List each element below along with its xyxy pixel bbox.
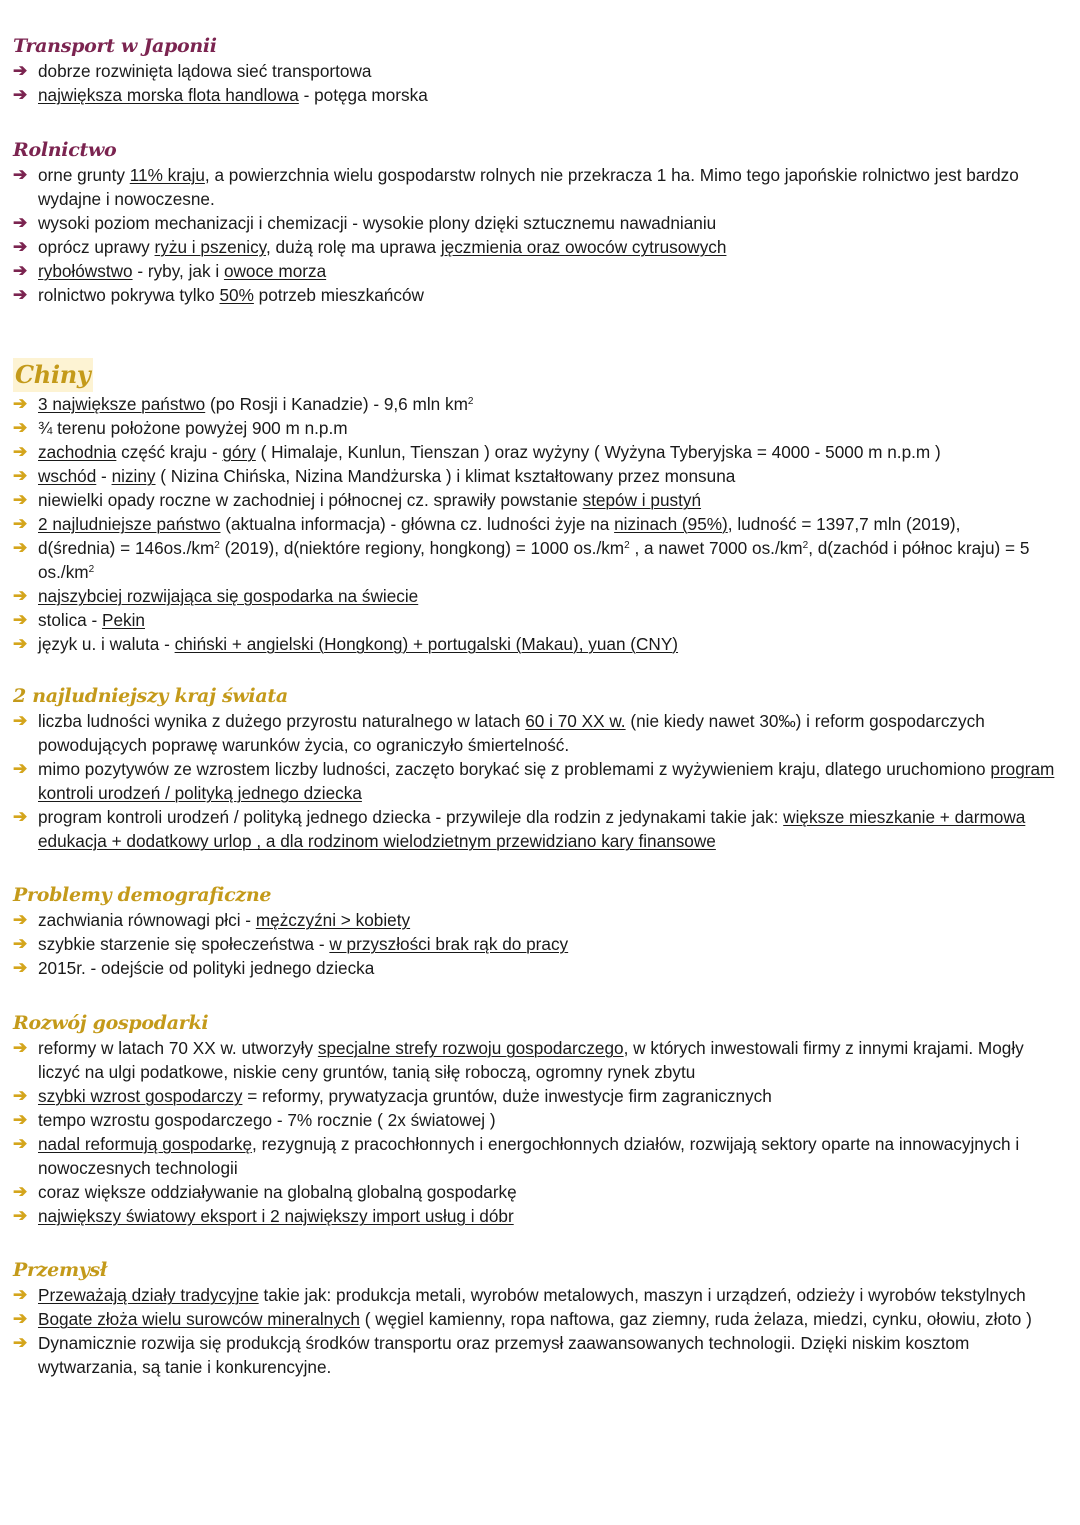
underlined-text: Pekin — [102, 610, 145, 630]
text-run: 2015r. - odejście od polityki jednego dziecka — [38, 958, 375, 978]
text-run: , ludność = 1397,7 mln (2019), — [727, 514, 961, 534]
list-item — [13, 1108, 1068, 1132]
superscript: 2 — [467, 396, 474, 407]
list-item — [13, 956, 1068, 980]
text-run: dobrze rozwinięta lądowa sieć transportowa — [38, 61, 372, 81]
underlined-text: nizinach (95%) — [614, 514, 728, 534]
text-run: takie jak: produkcja metali, wyrobów metalowych, maszyn i urządzeń, odzieży i wyrobów tekstylnych — [258, 1285, 1026, 1305]
section-title-demografia: Problemy demograficzne — [13, 884, 272, 906]
bullet-list — [13, 392, 1068, 656]
list-item — [13, 512, 1068, 536]
section-chiny — [13, 358, 1068, 656]
right-arrow-icon: ➔ — [13, 1206, 28, 1225]
right-arrow-icon: ➔ — [13, 1038, 28, 1057]
right-arrow-icon: ➔ — [13, 538, 28, 557]
text-run: ¾ terenu położone powyżej 900 m n.p.m — [38, 418, 348, 438]
text-run: Dynamicznie rozwija się produkcją środków transportu oraz przemysł zaawansowanych technologii. Dzięki niskim kosztom wytwarzania, są tanie i konkurencyjne. — [38, 1333, 970, 1377]
right-arrow-icon: ➔ — [13, 85, 28, 104]
right-arrow-icon: ➔ — [13, 285, 28, 304]
right-arrow-icon: ➔ — [13, 261, 28, 280]
superscript: 2 — [624, 540, 630, 551]
right-arrow-icon: ➔ — [13, 490, 28, 509]
section-najludniejszy — [13, 683, 1068, 853]
underlined-text: ryżu i pszenicy — [154, 237, 266, 257]
list-item — [13, 1180, 1068, 1204]
list-item — [13, 464, 1068, 488]
text-run: , a nawet 7000 os./km — [629, 538, 803, 558]
text-run: , rezygnują z pracochłonnych i energochłonnych działów, rozwijają sektory oparte na innowacyjnych i nowoczesnych technologii — [38, 1134, 1020, 1178]
underlined-text: Bogate złoża wielu surowców mineralnych — [38, 1309, 360, 1329]
text-run: (aktualna informacja) - główna cz. ludności żyje na — [220, 514, 615, 534]
right-arrow-icon: ➔ — [13, 1182, 28, 1201]
right-arrow-icon: ➔ — [13, 466, 28, 485]
text-run: szybkie starzenie się społeczeństwa - — [38, 934, 330, 954]
underlined-text: rybołówstwo — [38, 261, 133, 281]
text-run: , d(zachód i północ kraju) = 5 os./km — [38, 538, 1030, 582]
list-item — [13, 392, 1068, 416]
bullet-list — [13, 59, 1068, 107]
section-przemysl — [13, 1257, 1068, 1379]
right-arrow-icon: ➔ — [13, 61, 28, 80]
list-item — [13, 1331, 1068, 1379]
text-run: część kraju - — [116, 442, 223, 462]
list-item — [13, 757, 1068, 805]
text-run: ( węgiel kamienny, ropa naftowa, gaz ziemny, ruda żelaza, miedzi, cynku, ołowiu, złoto ) — [359, 1309, 1032, 1329]
list-item — [13, 536, 1068, 584]
right-arrow-icon: ➔ — [13, 1309, 28, 1328]
right-arrow-icon: ➔ — [13, 759, 28, 778]
section-title-transport: Transport w Japonii — [13, 35, 217, 57]
text-run: oprócz uprawy — [38, 237, 155, 257]
text-run: ( Nizina Chińska, Nizina Mandżurska ) i klimat kształtowany przez monsuna — [155, 466, 736, 486]
list-item — [13, 1307, 1068, 1331]
text-run: ( Himalaje, Kunlun, Tienszan ) oraz wyżyny ( Wyżyna Tyberyjska = 4000 - 5000 m n.p.m ) — [255, 442, 941, 462]
underlined-text: jęczmienia oraz owoców cytrusowych — [440, 237, 727, 257]
list-item — [13, 235, 1068, 259]
underlined-text: szybki wzrost gospodarczy — [38, 1086, 243, 1106]
underlined-text: największa morska flota handlowa — [38, 85, 299, 105]
superscript: 2 — [802, 540, 809, 551]
superscript: 2 — [88, 564, 95, 575]
right-arrow-icon: ➔ — [13, 394, 28, 413]
text-run: (po Rosji i Kanadzie) - 9,6 mln km — [205, 394, 468, 414]
list-item — [13, 1084, 1068, 1108]
right-arrow-icon: ➔ — [13, 910, 28, 929]
underlined-text: największy światowy eksport i 2 największy import usług i dóbr — [38, 1206, 514, 1226]
right-arrow-icon: ➔ — [13, 213, 28, 232]
right-arrow-icon: ➔ — [13, 1134, 28, 1153]
text-run: mimo pozytywów ze wzrostem liczby ludności, zaczęto borykać się z problemami z wyżywieniem kraju, dlatego uruchomiono — [38, 759, 991, 779]
text-run: liczba ludności wynika z dużego przyrostu naturalnego w latach — [38, 711, 526, 731]
underlined-text: najszybciej rozwijająca się gospodarka na świecie — [38, 586, 419, 606]
right-arrow-icon: ➔ — [13, 1110, 28, 1129]
text-run: (nie kiedy nawet 30‰) i reform gospodarczych powodujących poprawę warunków życia, co ograniczyło śmiertelność. — [38, 711, 985, 755]
list-item — [13, 163, 1068, 211]
superscript: 2 — [214, 540, 220, 551]
section-title-przemysl: Przemysł — [13, 1259, 107, 1281]
text-run: , a powierzchnia wielu gospodarstw rolnych nie przekracza 1 ha. Mimo tego japońskie rolnictwo jest bardzo wydajne i nowoczesne. — [38, 165, 1019, 209]
underlined-text: stepów i pustyń — [582, 490, 702, 510]
text-run: tempo wzrostu gospodarczego - 7% rocznie ( 2x światowej ) — [38, 1110, 496, 1130]
text-run: język u. i waluta - — [38, 634, 175, 654]
right-arrow-icon: ➔ — [13, 1333, 28, 1352]
underlined-text: wschód — [38, 466, 97, 486]
text-run: = reformy, prywatyzacja gruntów, duże inwestycje firm zagranicznych — [242, 1086, 772, 1106]
section-title-rolnictwo: Rolnictwo — [13, 139, 117, 161]
right-arrow-icon: ➔ — [13, 165, 28, 184]
underlined-text: w przyszłości brak rąk do pracy — [329, 934, 569, 954]
list-item — [13, 211, 1068, 235]
right-arrow-icon: ➔ — [13, 934, 28, 953]
list-item — [13, 709, 1068, 757]
underlined-text: 50% — [219, 285, 254, 305]
list-item — [13, 1283, 1068, 1307]
section-gospodarka — [13, 1010, 1068, 1228]
right-arrow-icon: ➔ — [13, 1086, 28, 1105]
underlined-text: 2 najludniejsze państwo — [38, 514, 221, 534]
section-title-chiny: Chiny — [13, 358, 93, 392]
text-run: potrzeb mieszkańców — [253, 285, 424, 305]
text-run: niewielki opady roczne w zachodniej i północnej cz. sprawiły powstanie — [38, 490, 583, 510]
right-arrow-icon: ➔ — [13, 418, 28, 437]
list-item — [13, 416, 1068, 440]
list-item — [13, 1132, 1068, 1180]
list-item — [13, 632, 1068, 656]
underlined-text: owoce morza — [223, 261, 327, 281]
list-item — [13, 908, 1068, 932]
right-arrow-icon: ➔ — [13, 237, 28, 256]
text-run: orne grunty — [38, 165, 130, 185]
underlined-text: niziny — [111, 466, 156, 486]
right-arrow-icon: ➔ — [13, 711, 28, 730]
text-run: - potęga morska — [298, 85, 428, 105]
text-run: - ryby, jak i — [132, 261, 224, 281]
text-run: reformy w latach 70 XX w. utworzyły — [38, 1038, 318, 1058]
section-rolnictwo — [13, 137, 1068, 307]
right-arrow-icon: ➔ — [13, 634, 28, 653]
text-run: coraz większe oddziaływanie na globalną globalną gospodarkę — [38, 1182, 517, 1202]
list-item — [13, 283, 1068, 307]
right-arrow-icon: ➔ — [13, 1285, 28, 1304]
right-arrow-icon: ➔ — [13, 442, 28, 461]
bullet-list — [13, 709, 1068, 853]
right-arrow-icon: ➔ — [13, 610, 28, 629]
text-run: , dużą rolę ma uprawa — [265, 237, 441, 257]
underlined-text: 60 i 70 XX w. — [525, 711, 626, 731]
underlined-text: 3 największe państwo — [38, 394, 206, 414]
list-item — [13, 608, 1068, 632]
text-run: , w których inwestowali firmy z innymi krajami. Mogły liczyć na ulgi podatkowe, niskie ceny gruntów, tanią siłę roboczą, ogromny rynek zbytu — [38, 1038, 1024, 1082]
section-title-gospodarka: Rozwój gospodarki — [13, 1012, 209, 1034]
underlined-text: Przeważają działy tradycyjne — [38, 1285, 259, 1305]
bullet-list — [13, 908, 1068, 980]
section-transport — [13, 33, 1068, 107]
section-title-najludniejszy: 2 najludniejszy kraj świata — [13, 685, 288, 707]
list-item — [13, 805, 1068, 853]
right-arrow-icon: ➔ — [13, 807, 28, 826]
text-run: zachwiania równowagi płci - — [38, 910, 256, 930]
right-arrow-icon: ➔ — [13, 514, 28, 533]
text-run: - — [96, 466, 112, 486]
list-item — [13, 83, 1068, 107]
underlined-text: chiński + angielski (Hongkong) + portugalski (Makau), yuan (CNY) — [174, 634, 679, 654]
text-run: program kontroli urodzeń / polityką jednego dziecka - przywileje dla rodzin z jedynakami takie jak: — [38, 807, 784, 827]
text-run: stolica - — [38, 610, 102, 630]
bullet-list — [13, 163, 1068, 307]
underlined-text: góry — [222, 442, 256, 462]
section-demografia — [13, 882, 1068, 980]
list-item — [13, 59, 1068, 83]
text-run: wysoki poziom mechanizacji i chemizacji - wysokie plony dzięki sztucznemu nawadnianiu — [38, 213, 717, 233]
underlined-text: program kontroli urodzeń / polityką jednego dziecka — [38, 759, 1055, 803]
bullet-list — [13, 1036, 1068, 1228]
underlined-text: nadal reformują gospodarkę — [38, 1134, 253, 1154]
text-run: (2019), d(niektóre regiony, hongkong) = 1000 os./km — [219, 538, 625, 558]
text-run: rolnictwo pokrywa tylko — [38, 285, 220, 305]
list-item — [13, 584, 1068, 608]
underlined-text: zachodnia — [38, 442, 117, 462]
underlined-text: 11% kraju — [129, 165, 205, 185]
right-arrow-icon: ➔ — [13, 958, 28, 977]
bullet-list — [13, 1283, 1068, 1379]
list-item — [13, 932, 1068, 956]
list-item — [13, 1036, 1068, 1084]
list-item — [13, 488, 1068, 512]
list-item — [13, 440, 1068, 464]
underlined-text: specjalne strefy rozwoju gospodarczego — [317, 1038, 624, 1058]
underlined-text: większe mieszkanie + darmowa edukacja + dodatkowy urlop , a dla rodzinom wielodzietnym przewidziano kary finansowe — [38, 807, 1026, 851]
underlined-text: mężczyźni > kobiety — [255, 910, 411, 930]
right-arrow-icon: ➔ — [13, 586, 28, 605]
list-item — [13, 1204, 1068, 1228]
text-run: d(średnia) = 146os./km — [38, 538, 215, 558]
list-item — [13, 259, 1068, 283]
